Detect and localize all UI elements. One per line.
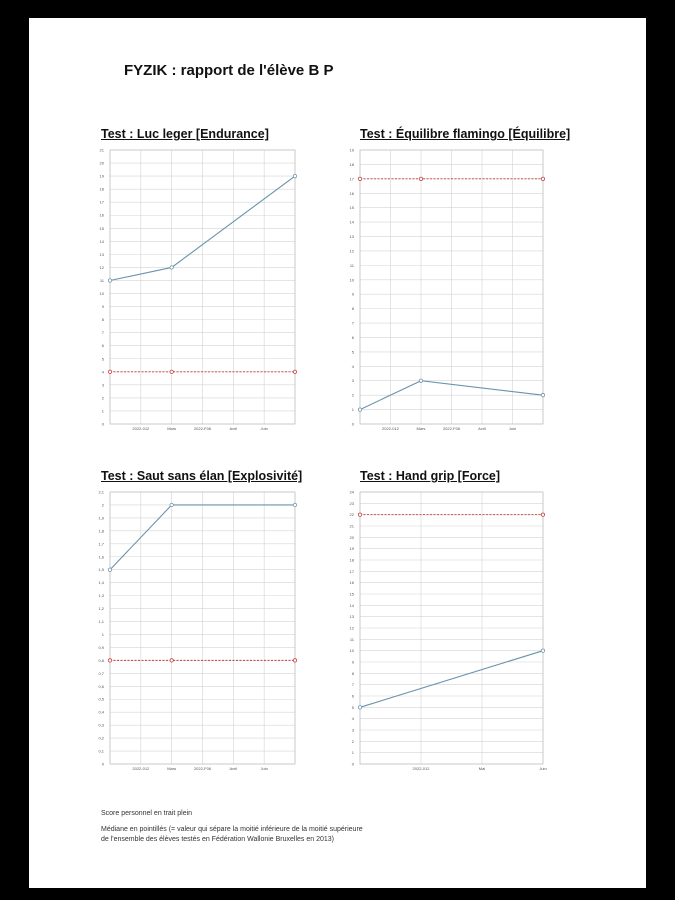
y-tick-label: 13 bbox=[349, 234, 354, 240]
chart-title-equilibre: Test : Équilibre flamingo [Équilibre] bbox=[360, 127, 571, 141]
y-tick-label: 0,3 bbox=[98, 722, 104, 728]
median-point bbox=[170, 370, 173, 373]
y-tick-label: 16 bbox=[349, 190, 354, 196]
median-point bbox=[170, 659, 173, 662]
y-tick-label: 18 bbox=[99, 186, 104, 192]
y-tick-label: 1 bbox=[351, 750, 354, 756]
footnote-line-2: Médiane en pointillés (= valeur qui sépare la moitié inférieure de la moitié supérieure bbox=[101, 826, 363, 833]
y-tick-label: 18 bbox=[349, 557, 354, 563]
score-point bbox=[293, 174, 296, 177]
y-tick-label: 20 bbox=[349, 534, 354, 540]
y-tick-label: 0,8 bbox=[98, 657, 104, 663]
y-tick-label: 23 bbox=[349, 500, 354, 506]
y-tick-label: 1 bbox=[101, 631, 104, 637]
y-tick-label: 0,7 bbox=[98, 670, 104, 676]
y-tick-label: 15 bbox=[349, 205, 354, 211]
y-tick-label: 21 bbox=[349, 523, 354, 529]
y-tick-label: 11 bbox=[349, 636, 354, 642]
y-tick-label: 1,2 bbox=[98, 606, 104, 612]
footnote-line-3: de l'ensemble des élèves testés en Fédération Wallonie Bruxelles en 2013) bbox=[101, 836, 334, 843]
y-tick-label: 12 bbox=[99, 264, 104, 270]
x-tick-label: Mai bbox=[478, 766, 486, 771]
x-tick-label: 2022-012 bbox=[382, 426, 399, 431]
y-tick-label: 4 bbox=[351, 716, 354, 722]
y-tick-label: 1,8 bbox=[98, 528, 104, 534]
y-tick-label: 0,2 bbox=[98, 735, 104, 741]
score-point bbox=[108, 279, 111, 282]
y-tick-label: 5 bbox=[351, 349, 354, 355]
y-tick-label: 2 bbox=[101, 395, 104, 401]
median-point bbox=[293, 370, 296, 373]
y-tick-label: 1,7 bbox=[98, 541, 104, 547]
median-point bbox=[419, 177, 422, 180]
y-tick-label: 14 bbox=[349, 602, 354, 608]
y-tick-label: 1,9 bbox=[98, 515, 104, 521]
y-tick-label: 6 bbox=[351, 693, 354, 699]
report-title: FYZIK : rapport de l'élève B P bbox=[124, 62, 334, 79]
y-tick-label: 1,6 bbox=[98, 554, 104, 560]
y-tick-label: 16 bbox=[99, 212, 104, 218]
x-tick-label: 2022-F06 bbox=[193, 766, 212, 771]
score-point bbox=[108, 568, 111, 571]
x-tick-label: Avril bbox=[229, 766, 238, 771]
median-point bbox=[541, 513, 544, 516]
y-tick-label: 2,1 bbox=[98, 489, 104, 495]
y-tick-label: 5 bbox=[351, 704, 354, 710]
y-tick-label: 1,1 bbox=[98, 619, 104, 625]
chart-equilibre bbox=[340, 143, 560, 443]
chart-title-explosivite: Test : Saut sans élan [Explosivité] bbox=[101, 469, 303, 483]
y-tick-label: 2 bbox=[351, 392, 354, 398]
y-tick-label: 14 bbox=[99, 238, 104, 244]
y-tick-label: 8 bbox=[351, 670, 354, 676]
y-tick-label: 2 bbox=[351, 738, 354, 744]
y-tick-label: 7 bbox=[101, 330, 104, 336]
y-tick-label: 19 bbox=[99, 173, 104, 179]
x-tick-label: Mars bbox=[416, 426, 426, 431]
median-point bbox=[358, 513, 361, 516]
score-point bbox=[170, 503, 173, 506]
x-tick-label: Mars bbox=[167, 426, 177, 431]
y-tick-label: 6 bbox=[101, 343, 104, 349]
chart-force bbox=[340, 485, 560, 785]
y-tick-label: 9 bbox=[351, 291, 354, 297]
y-tick-label: 5 bbox=[101, 356, 104, 362]
y-tick-label: 9 bbox=[351, 659, 354, 665]
y-tick-label: 0,9 bbox=[98, 644, 104, 650]
y-tick-label: 19 bbox=[349, 147, 354, 153]
y-tick-label: 3 bbox=[101, 382, 104, 388]
y-tick-label: 16 bbox=[349, 580, 354, 586]
y-tick-label: 15 bbox=[349, 591, 354, 597]
score-point bbox=[419, 379, 422, 382]
y-tick-label: 14 bbox=[349, 219, 354, 225]
y-tick-label: 1,3 bbox=[98, 593, 104, 599]
y-tick-label: 6 bbox=[351, 334, 354, 340]
y-tick-label: 22 bbox=[349, 512, 354, 518]
y-tick-label: 2 bbox=[101, 502, 104, 508]
chart-title-endurance: Test : Luc leger [Endurance] bbox=[101, 127, 269, 141]
y-tick-label: 17 bbox=[99, 199, 104, 205]
y-tick-label: 12 bbox=[349, 625, 354, 631]
y-tick-label: 1 bbox=[351, 407, 354, 413]
y-tick-label: 12 bbox=[349, 248, 354, 254]
y-tick-label: 9 bbox=[101, 304, 104, 310]
y-tick-label: 4 bbox=[101, 369, 104, 375]
footnote-line-1: Score personnel en trait plein bbox=[101, 810, 193, 817]
y-tick-label: 20 bbox=[99, 160, 104, 166]
score-point bbox=[358, 408, 361, 411]
y-tick-label: 0,5 bbox=[98, 696, 104, 702]
chart-explosivite bbox=[90, 485, 310, 785]
median-point bbox=[358, 177, 361, 180]
y-tick-label: 19 bbox=[349, 546, 354, 552]
y-tick-label: 18 bbox=[349, 161, 354, 167]
score-point bbox=[541, 393, 544, 396]
y-tick-label: 10 bbox=[349, 277, 354, 283]
y-tick-label: 11 bbox=[349, 262, 354, 268]
y-tick-label: 0 bbox=[101, 421, 104, 427]
score-line bbox=[360, 651, 543, 708]
x-tick-label: Juin bbox=[260, 766, 268, 771]
score-point bbox=[293, 503, 296, 506]
x-tick-label: 2022-012 bbox=[132, 426, 150, 431]
y-tick-label: 15 bbox=[99, 225, 104, 231]
score-point bbox=[358, 706, 361, 709]
y-tick-label: 21 bbox=[99, 147, 104, 153]
y-tick-label: 13 bbox=[349, 614, 354, 620]
median-point bbox=[541, 177, 544, 180]
x-tick-label: Juin bbox=[508, 426, 517, 431]
y-tick-label: 0 bbox=[101, 761, 104, 767]
x-tick-label: 2022-012 bbox=[132, 766, 150, 771]
x-tick-label: Avril bbox=[229, 426, 238, 431]
y-tick-label: 7 bbox=[351, 682, 354, 688]
y-tick-label: 10 bbox=[99, 291, 104, 297]
chart-title-force: Test : Hand grip [Force] bbox=[360, 469, 501, 483]
y-tick-label: 4 bbox=[351, 363, 354, 369]
y-tick-label: 1 bbox=[101, 408, 104, 414]
y-tick-label: 0 bbox=[351, 761, 354, 767]
y-tick-label: 0,4 bbox=[98, 709, 104, 715]
y-tick-label: 0,1 bbox=[98, 748, 104, 754]
x-tick-label: 2022-F06 bbox=[193, 426, 212, 431]
score-point bbox=[170, 266, 173, 269]
y-tick-label: 1,4 bbox=[98, 580, 104, 586]
x-tick-label: Mars bbox=[167, 766, 177, 771]
y-tick-label: 8 bbox=[351, 306, 354, 312]
score-point bbox=[541, 649, 544, 652]
y-tick-label: 8 bbox=[101, 317, 104, 323]
y-tick-label: 7 bbox=[351, 320, 354, 326]
y-tick-label: 1,5 bbox=[98, 567, 104, 573]
y-tick-label: 3 bbox=[351, 378, 354, 384]
y-tick-label: 17 bbox=[349, 176, 354, 182]
y-tick-label: 11 bbox=[99, 277, 104, 283]
median-point bbox=[108, 659, 111, 662]
y-tick-label: 0,6 bbox=[98, 683, 104, 689]
y-tick-label: 13 bbox=[99, 251, 104, 257]
x-tick-label: Juin bbox=[539, 766, 547, 771]
y-tick-label: 3 bbox=[351, 727, 354, 733]
chart-endurance bbox=[90, 143, 310, 443]
median-point bbox=[108, 370, 111, 373]
y-tick-label: 10 bbox=[349, 648, 354, 654]
x-tick-label: 2022-012 bbox=[412, 766, 430, 771]
y-tick-label: 0 bbox=[351, 421, 354, 427]
x-tick-label: Juin bbox=[260, 426, 268, 431]
median-point bbox=[293, 659, 296, 662]
y-tick-label: 24 bbox=[349, 489, 354, 495]
x-tick-label: Avril bbox=[478, 426, 486, 431]
x-tick-label: 2022-F06 bbox=[442, 426, 461, 431]
y-tick-label: 17 bbox=[349, 568, 354, 574]
